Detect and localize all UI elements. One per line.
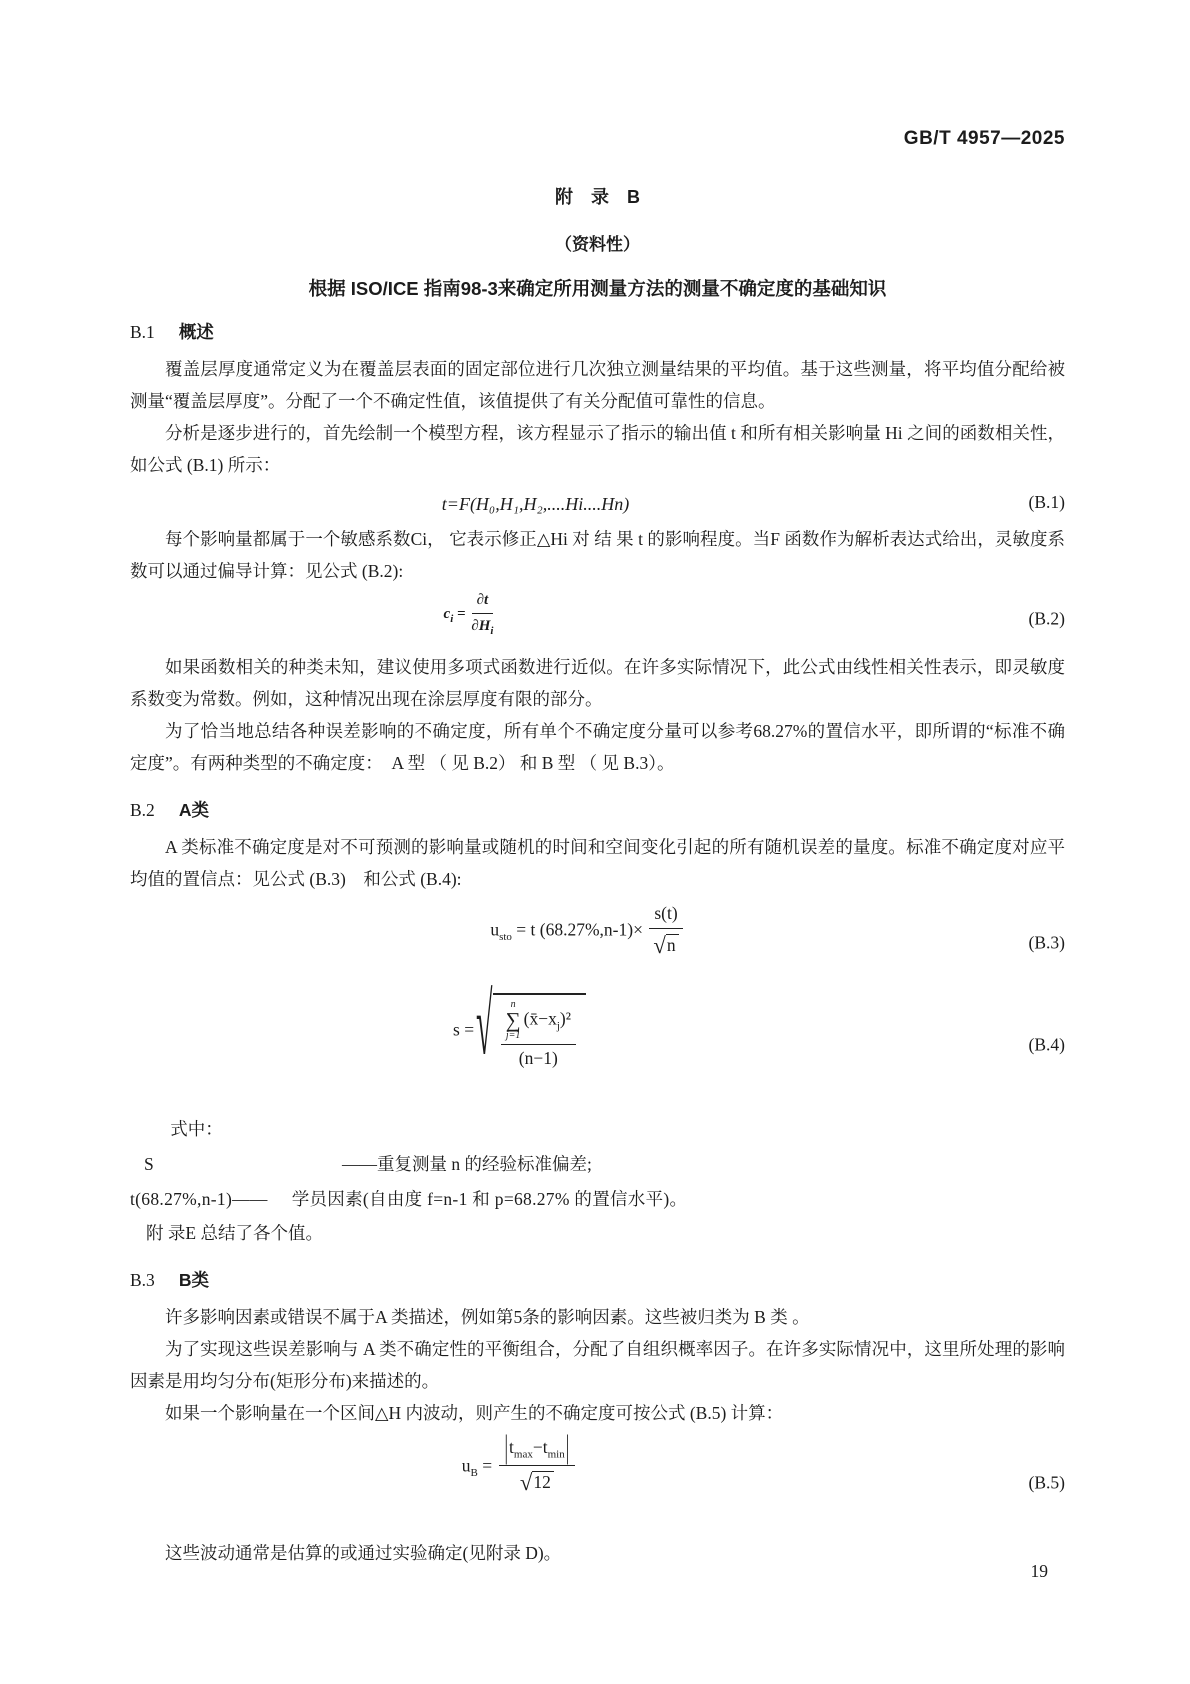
paragraph-b1-3: 每个影响量都属于一个敏感系数Ci， 它表示修正△Hi 对 结 果 t 的影响程度。当F 函数作为解析表达式给出，灵敏度系数可以通过偏导计算：见公式 (B.2): [130,529,1065,581]
formula-b5 [130,1427,1065,1529]
formula-b2-numerator: ∂t [472,591,494,614]
formula-b2-fraction [471,591,493,639]
formula-b3-numerator: s(t) [649,903,682,929]
formula-b4-numerator [501,1000,576,1045]
paragraph-b2-1: A 类标准不确定度是对不可预测的影响量或随机的时间和空间变化引起的所有随机误差的量度。标准不确定度对应平均值的置信点：见公式 (B.3) 和公式 (B.4): [130,837,1065,889]
formula-b5-denominator [520,1466,554,1497]
formula-b5-den-value: 12 [532,1471,554,1492]
formula-b4-label: (B.4) [1028,1034,1065,1055]
formula-b5-lhs: u [461,1455,471,1476]
sqrt-sign: √ [519,1470,533,1496]
where-def-s: ——重复测量 n 的经验标准偏差; [342,1154,592,1174]
formula-b2-lhs-sub: i [450,613,454,626]
paragraph-b3-4: 这些波动通常是估算的或通过实验确定(见附录 D)。 [165,1543,562,1563]
formula-b2-denominator [471,614,493,639]
summation-lower-limit: j=1 [505,1030,521,1041]
abs-bar-open: | [504,1427,509,1466]
where-def-t: 学员因素(自由度 f=n-1 和 p=68.27% 的置信水平)。 [291,1189,688,1209]
formula-b3-body [490,903,684,960]
where-term-t: t(68.27%,n-1)—— [130,1189,268,1209]
where-term-s: S [144,1154,154,1174]
formula-b5-eq: = [482,1455,493,1476]
where-row-t [130,1183,1065,1215]
sqrt-sign: √ [653,932,666,958]
formula-b4-term-open: (x̄−x [523,1008,557,1029]
where-note: 附 录E 总结了各个值。 [146,1223,323,1243]
formula-b3-den-value: n [666,934,679,955]
paragraph-b3-3: 如果一个影响量在一个区间△H 内波动，则产生的不确定度可按公式 (B.5) 计算： [165,1403,784,1423]
formula-b4-body [453,981,586,1076]
formula-b3-denominator [653,929,678,960]
where-label: 式中： [170,1119,223,1139]
section-title-b3: B类 [178,1270,209,1290]
formula-b5-fraction [499,1427,576,1498]
formula-b4-radicand [493,993,586,1070]
formula-b3-label: (B.3) [1028,932,1065,953]
formula-b5-t2-sub: min [547,1448,565,1461]
formula-b2-body [444,591,496,639]
section-number-b2: B.2 [130,800,155,820]
section-number-b1: B.1 [130,322,155,342]
formula-b3-lhs: u [490,919,500,940]
formula-b2-den-sub: i [490,624,494,637]
abs-bar-close: | [565,1427,570,1466]
formula-b5-numerator [499,1427,576,1466]
formula-b4-radical-group [476,981,586,1076]
formula-b3-fraction [649,903,682,960]
section-heading-b1 [130,319,1065,345]
section-heading-b3 [130,1267,1065,1293]
formula-b3-lhs-sub: sto [499,931,512,944]
section-number-b3: B.3 [130,1270,155,1290]
formula-b5-mid: −t [532,1437,548,1457]
formula-b2-label: (B.2) [1028,608,1065,629]
formula-b5-label: (B.5) [1028,1472,1065,1493]
sqrt-sign-large: √ [476,981,493,1076]
sigma-glyph: ∑ [505,1008,521,1032]
formula-b5-t1: t [509,1437,514,1457]
formula-b1 [130,485,1065,519]
appendix-main-title: 根据 ISO/ICE 指南98-3来确定所用测量方法的测量不确定度的基础知识 [308,278,887,299]
formula-b5-t1-sub: max [513,1448,533,1461]
doc-number: GB/T 4957—2025 [903,128,1065,149]
formula-b2 [130,591,1065,647]
appendix-type: （资料性） [555,235,640,254]
paragraph-b1-1: 覆盖层厚度通常定义为在覆盖层表面的固定部位进行几次独立测量结果的平均值。基于这些测量，将平均值分配给被测量“覆盖层厚度”。分配了一个不确定性值，该值提供了有关分配值可靠性的信息。 [130,359,1065,411]
summation-upper-limit: n [510,999,516,1010]
formula-b1-body: t=F(H₀,H₁,H₂,....Hi....Hn) [441,493,630,514]
section-title-b1: 概述 [178,322,214,342]
formula-b2-eq: = [457,606,466,623]
formula-b1-label: (B.1) [1028,492,1065,512]
paragraph-b3-2: 为了实现这些误差影响与 A 类不确定性的平衡组合，分配了自组织概率因子。在许多实际情况中，这里所处理的影响因素是用均匀分布(矩形分布)来描述的。 [130,1339,1065,1391]
formula-b4 [130,981,1065,1097]
formula-b4-lhs: s = [453,1019,475,1040]
page-number: 19 [1030,1561,1048,1581]
formula-b5-lhs-sub: B [470,1466,478,1479]
formula-b4-term-close: )² [559,1008,571,1029]
appendix-heading: 附 录 B [555,187,640,207]
paragraph-b1-4: 如果函数相关的种类未知，建议使用多项式函数进行近似。在许多实际情况下，此公式由线性相关性表示，即灵敏度系数变为常数。例如，这种情况出现在涂层厚度有限的部分。 [130,657,1065,709]
formula-b3-mid: = t (68.27%,n-1)× [516,919,643,940]
formula-b4-term-sub: j [556,1020,560,1033]
paragraph-b3-1: 许多影响因素或错误不属于A 类描述，例如第5条的影响因素。这些被归类为 B 类 。 [165,1307,810,1327]
section-title-b2: A类 [178,800,209,820]
formula-b3 [130,903,1065,983]
section-heading-b2 [130,797,1065,823]
paragraph-b1-2: 分析是逐步进行的，首先绘制一个模型方程，该方程显示了指示的输出值 t 和所有相关影响量 Hi 之间的函数相关性，如公式 (B.1) 所示： [130,423,1065,475]
formula-b4-denominator: (n−1) [518,1048,558,1068]
paragraph-b1-5: 为了恰当地总结各种误差影响的不确定度，所有单个不确定度分量可以参考68.27%的置信水平，即所谓的“标准不确定度”。有两种类型的不确定度： A 型 （ 见 B.2） 和 B 型 （ 见 B.3）。 [130,721,1065,773]
formula-b2-den-text: ∂H [471,617,491,634]
formula-b4-fraction [501,1000,576,1070]
summation-symbol [506,1000,521,1041]
formula-b5-body [461,1427,577,1498]
where-row-s [130,1148,1065,1180]
formula-b2-lhs: c [443,606,451,623]
